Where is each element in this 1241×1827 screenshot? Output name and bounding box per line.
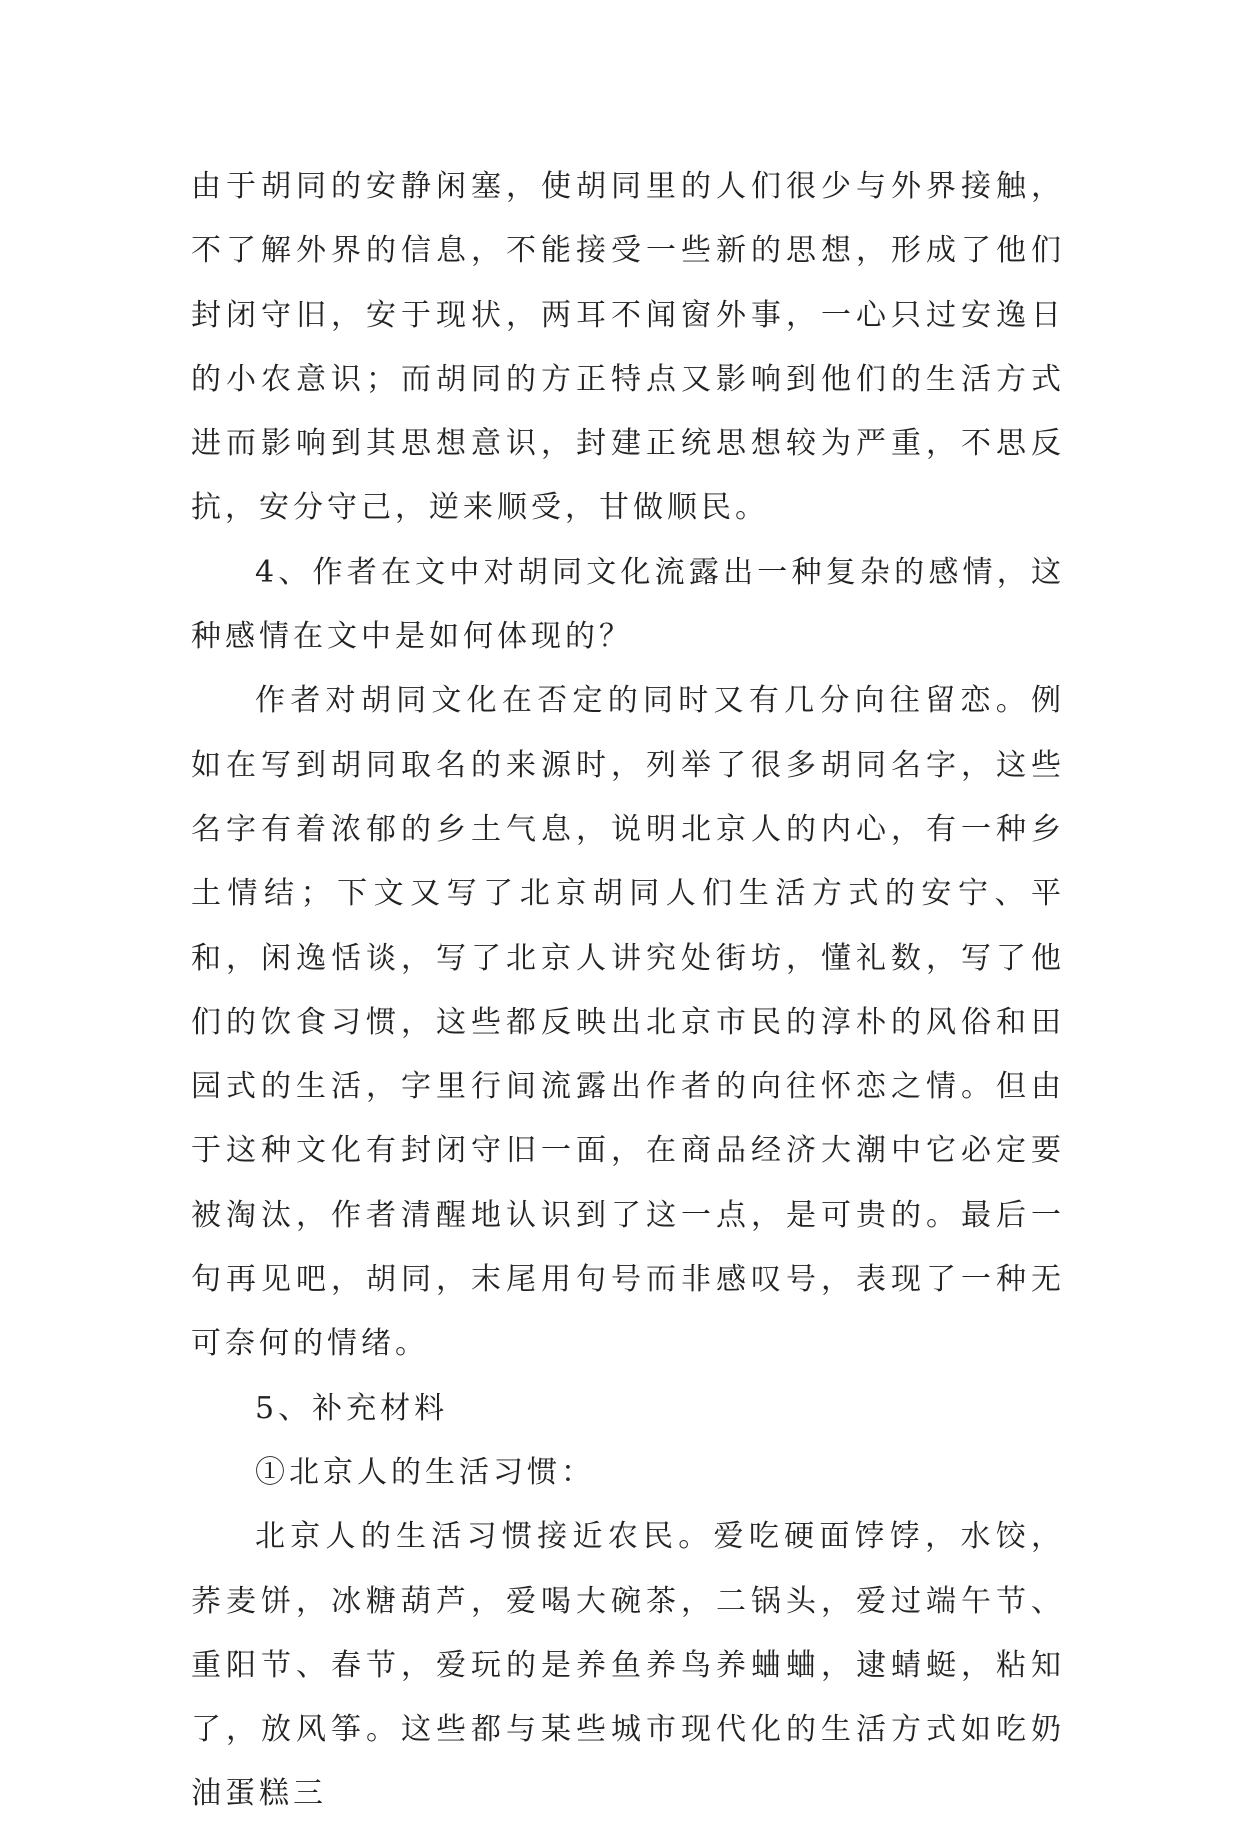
paragraph-subheading-habits: ①北京人的生活习惯： [255,1454,595,1490]
paragraph-answer-4: 作者对胡同文化在否定的同时又有几分向往留恋。例如在写到胡同取名的来源时，列举了很多胡同名字，这些名字有着浓郁的乡土气息，说明北京人的内心，有一种乡土情结；下文又写了北京胡同人们生活方式的安宁、平和，闲逸恬谈，写了北京人讲究处街坊，懂礼数，写了他们的饮食习惯，这些都反映出北京市民的淳朴的风俗和田园式的生活，字里行间流露出作者的向往怀恋之情。但由于这种文化有封闭守旧一面，在商品经济大潮中它必定要被淘汰，作者清醒地认识到了这一点，是可贵的。最后一句再见吧，胡同，末尾用句号而非感叹号，表现了一种无可奈何的情绪。 [191,683,1065,1362]
paragraph-beijing-habits: 北京人的生活习惯接近农民。爱吃硬面饽饽，水饺，荞麦饼，冰糖葫芦，爱喝大碗茶，二锅头，爱过端午节、重阳节、春节，爱玩的是养鱼养鸟养蛐蛐，逮蜻蜓，粘知了，放风筝。这些都与某些城市现代化的生活方式如吃奶油蛋糕三 [191,1519,1065,1812]
paragraph-heading-5: 5、补充材料 [255,1390,449,1426]
paragraph-question-4: 4、作者在文中对胡同文化流露出一种复杂的感情，这种感情在文中是如何体现的？ [191,554,1065,655]
paragraph-hutong-closed-mind: 由于胡同的安静闲塞，使胡同里的人们很少与外界接触，不了解外界的信息，不能接受一些新的思想，形成了他们封闭守旧，安于现状，两耳不闻窗外事，一心只过安逸日的小农意识；而胡同的方正特点又影响到他们的生活方式进而影响到其思想意识，封建正统思想较为严重，不思反抗，安分守己，逆来顺受，甘做顺民。 [191,169,1065,526]
document-page [191,155,1065,1827]
